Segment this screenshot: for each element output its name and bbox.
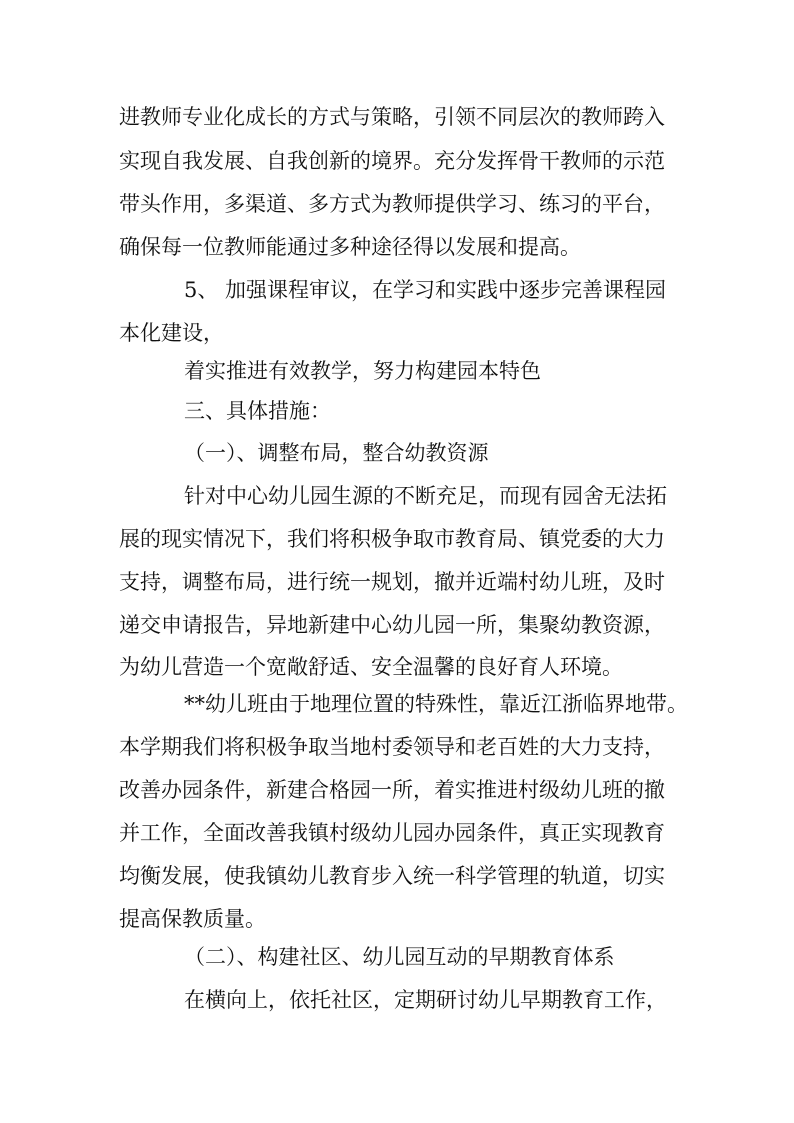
paragraph-line: 递交申请报告，异地新建中心幼儿园一所，集聚幼教资源， <box>119 613 665 637</box>
paragraph-line: 带头作用，多渠道、多方式为教师提供学习、练习的平台， <box>119 192 665 216</box>
section-heading: 三、具体措施： <box>184 399 331 423</box>
paragraph-line: 进教师专业化成长的方式与策略，引领不同层次的教师跨入 <box>119 105 665 129</box>
paragraph-line: 着实推进有效教学，努力构建园本特色 <box>184 359 541 383</box>
paragraph-line: 本学期我们将积极争取当地村委领导和老百姓的大力支持， <box>119 735 665 759</box>
paragraph-line: 确保每一位教师能通过多种途径得以发展和提高。 <box>119 235 581 259</box>
list-item-line: 本化建设， <box>119 321 224 345</box>
paragraph-line: 针对中心幼儿园生源的不断充足，而现有园舍无法拓 <box>184 484 667 508</box>
subsection-heading: （一）、调整布局，整合幼教资源 <box>184 441 489 465</box>
paragraph-line: 为幼儿营造一个宽敞舒适、安全温馨的良好育人环境。 <box>119 655 623 679</box>
paragraph-line: 实现自我发展、自我创新的境界。充分发挥骨干教师的示范 <box>119 149 665 173</box>
subsection-heading: （二）、构建社区、幼儿园互动的早期教育体系 <box>184 945 615 969</box>
paragraph-line: 在横向上，依托社区，定期研讨幼儿早期教育工作， <box>184 988 667 1012</box>
paragraph-line: 展的现实情况下，我们将积极争取市教育局、镇党委的大力 <box>119 527 665 551</box>
paragraph-line: 改善办园条件，新建合格园一所，着实推进村级幼儿班的撤 <box>119 778 665 802</box>
paragraph-line: 并工作，全面改善我镇村级幼儿园办园条件，真正实现教育 <box>119 821 665 845</box>
paragraph-line: 均衡发展，使我镇幼儿教育步入统一科学管理的轨道，切实 <box>119 864 665 888</box>
paragraph-line: **幼儿班由于地理位置的特殊性，靠近江浙临界地带。 <box>184 692 688 716</box>
list-item-line: 5、 加强课程审议，在学习和实践中逐步完善课程园 <box>184 278 667 302</box>
paragraph-line: 支持，调整布局，进行统一规划，撤并近端村幼儿班，及时 <box>119 570 665 594</box>
paragraph-line: 提高保教质量。 <box>119 907 266 931</box>
